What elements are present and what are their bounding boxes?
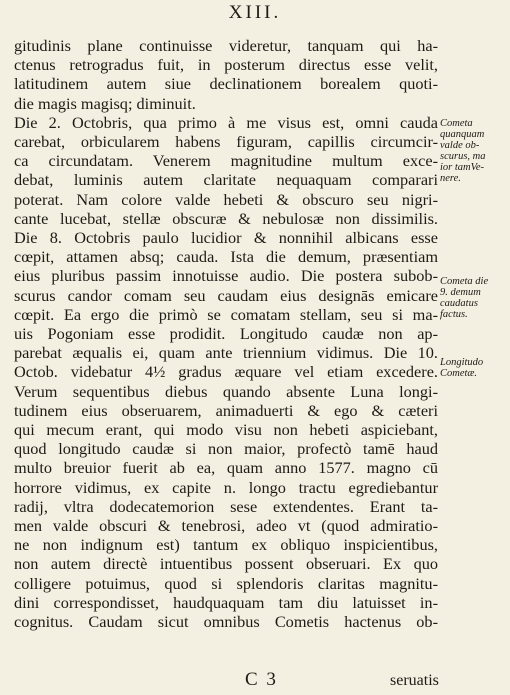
margin-note-line: 9. demum xyxy=(440,287,481,298)
text-line: cante lucebat, stellæ obscuræ & nebulosæ non dissimilis. xyxy=(14,208,438,228)
margin-note-line: Cometa xyxy=(440,118,473,129)
text-line: radij, vltra dodecatemorion sese extendentes. Erant ta- xyxy=(14,496,438,516)
margin-note-line: nere. xyxy=(440,173,461,184)
text-line: men valde obscuri & tenebrosi, adeo vt (quod admiratio- xyxy=(14,516,438,535)
text-line: uis Pogoniam esse prodidit. Longitudo caudæ non ap- xyxy=(14,324,438,343)
text-line: non autem directè intuentibus possent obseruari. Ex quo xyxy=(14,554,438,574)
margin-note-line: caudatus xyxy=(440,298,478,309)
text-line: scurus candor comam seu caudam eius designās emicare xyxy=(14,285,438,305)
margin-note-comet-tail xyxy=(440,276,510,320)
text-line: cœpit, attamen absq; cauda. Ista die demum, præsentiam xyxy=(14,247,438,267)
text-line: latitudinem autem siue declinationem borealem quoti- xyxy=(14,74,438,94)
margin-note-line: quanquam xyxy=(440,129,485,140)
text-line: colligere potuimus, quod si splendoris claritas magnitu- xyxy=(14,573,438,593)
text-line: quod longitudo caudæ si non maior, profectò tamē haud xyxy=(14,439,438,459)
running-head: XIII. xyxy=(228,2,282,23)
text-line: eius pluribus passim innotuisse audio. Die postera subob- xyxy=(14,266,438,286)
text-line: gitudinis plane continuisse videretur, tanquam qui ha- xyxy=(14,36,438,55)
margin-note-comet-length xyxy=(440,357,510,379)
text-line: tudinem eius obseruarem, animaduerti & ego & cæteri xyxy=(14,400,438,420)
text-line: ctenus retrogradus fuit, in posterum directus esse velit, xyxy=(14,55,438,75)
text-line: debat, luminis autem claritate nequaquam comparari xyxy=(14,170,438,190)
text-line: cognitus. Caudam sicut omnibus Cometis hactenus ob- xyxy=(14,612,438,631)
text-line: poterat. Nam colore valde hebeti & obscuro seu nigri- xyxy=(14,189,438,209)
margin-note-line: Cometa die xyxy=(440,276,489,287)
catchword: seruatis xyxy=(390,672,439,689)
margin-note-line: factus. xyxy=(440,309,468,320)
margin-note-line: scurus, ma xyxy=(440,151,486,162)
text-line: dini correspondisset, haudquaquam tam diu latuisset in- xyxy=(14,592,438,612)
signature-mark: C 3 xyxy=(245,669,278,690)
text-line: parebat æqualis ei, quam ante triennium vidimus. Die 10. xyxy=(14,343,438,363)
margin-note-line: valde ob- xyxy=(440,140,480,151)
text-line: carebat, orbicularem habens figuram, capillis circumcir- xyxy=(14,132,438,151)
margin-note-comet-obscure xyxy=(440,118,510,184)
margin-note-line: ior tamVe- xyxy=(440,162,485,173)
margin-note-line: Longitudo xyxy=(440,357,484,368)
text-line: Die 2. Octobris, qua primo à me visus est, omni cauda xyxy=(14,112,438,132)
text-line: Octob. videbatur 4½ gradus æquare vel etiam excedere. xyxy=(14,362,438,382)
margin-note-line: Cometæ. xyxy=(440,368,478,379)
text-line: Die 8. Octobris paulo lucidior & nonnihil albicans esse xyxy=(14,228,438,247)
text-line: ne non indignum est) tantum ex obliquo inspicientibus, xyxy=(14,535,438,555)
text-line: horrore vidimus, ex capite n. longo tractu egrediebantur xyxy=(14,477,438,497)
text-line: Verum sequentibus diebus quando absente Luna longi- xyxy=(14,381,438,401)
text-line: multo breuior fuerit ab ea, quam anno 1577. magno cū xyxy=(14,458,438,478)
text-line: cœpit. Ea ergo die primò se comatam stellam, seu si ma- xyxy=(14,304,438,324)
text-line: qui mecum erant, qui modo visu non hebeti aspiciebant, xyxy=(14,420,438,439)
text-line: ca circundatam. Venerem magnitudine multum exce- xyxy=(14,151,438,171)
text-line: die magis magisq; diminuit. xyxy=(14,93,196,113)
